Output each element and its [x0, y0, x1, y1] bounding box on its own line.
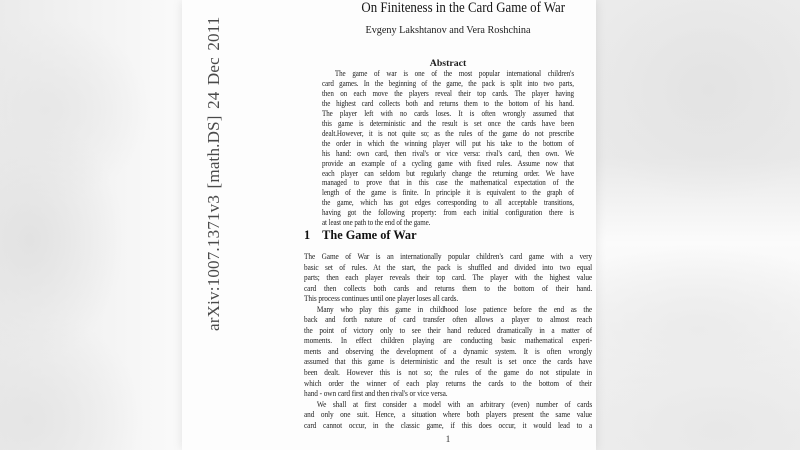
paper-authors: Evgeny Lakshtanov and Vera Roshchina	[365, 25, 531, 36]
arxiv-stamp: arXiv:1007.1371v3 [math.DS] 24 Dec 2011	[204, 16, 223, 331]
text-line: card then collects both cards and returns them to the bottom of their hand.	[304, 282, 593, 293]
text-line: The Game of War is an internationally popular children's card game with a very	[304, 251, 593, 261]
text-line: each player can seldom but regularly change the returning order. We have	[322, 168, 574, 178]
section-number: 1	[304, 228, 311, 242]
text-line: card games. In the beginning of the game, the pack is split into two parts,	[322, 78, 574, 88]
text-line: the highest card collects both and returns them to the bottom of his hand.	[322, 98, 574, 108]
text-line: dealt.However, it is not quite so; as the rules of the game do not prescribe	[322, 128, 574, 138]
text-line: The player left with no cards loses. It is often wrongly assumed that	[322, 108, 574, 118]
text-line: provide an example of a cycling game with fixed rules. Assume now that	[322, 158, 574, 168]
text-line: managed to prove that in this case the mathematical expectation of the	[322, 178, 574, 188]
blurred-backdrop-right	[596, 0, 800, 450]
text-line: ments and observing the development of a dynamic system. It is often wrongly	[304, 345, 593, 356]
text-line: moments. In effect children playing are conducting basic mathematical experi-	[304, 335, 593, 346]
pdf-page	[182, 0, 596, 450]
text-line: been dealt. However this is not so; the rules of the game do not stipulate in	[304, 367, 593, 378]
page-number: 1	[445, 435, 451, 445]
section-body-text	[304, 251, 592, 430]
text-line: at least one path to the end of the game.	[322, 218, 431, 228]
paper-title: On Finiteness in the Card Game of War	[361, 0, 566, 16]
text-line: having got the following property: from each initial configuration there is	[322, 208, 574, 218]
text-line: back and forth nature of card transfer often allows a player to almost reach	[304, 314, 593, 325]
text-line: his hand: own card, then rival's or vice versa: rival's card, then own. We	[322, 148, 574, 158]
text-line: parts; then each player reveals their top card. The player with the highest value	[304, 272, 593, 283]
text-line: the order in which the winning player will put his take to the bottom of	[322, 138, 574, 148]
text-line: the point of victory only to see their hand reduced dramatically in a matter of	[304, 324, 593, 335]
text-line: assumed that this game is deterministic and the result is set once the cards have	[304, 356, 593, 367]
text-line: Many who play this game in childhood lose patience before the end as the	[316, 303, 593, 314]
text-line: this game is deterministic and the result is set once the cards have been	[322, 118, 574, 128]
text-line: We shall at first consider a model with an arbitrary (even) number of cards	[316, 398, 593, 409]
section-title: The Game of War	[322, 228, 417, 242]
abstract-heading: Abstract	[429, 58, 467, 69]
section-heading	[304, 228, 417, 243]
text-line: the game, which has got edges corresponding to all acceptable transitions,	[322, 198, 574, 208]
text-line: which order the winner of each play returns the cards to the bottom of their	[304, 377, 593, 388]
text-line: and only one suit. Hence, a situation where both players present the same value	[304, 409, 593, 420]
text-line: card cannot occur, in the classic game, if this does occur, it would lead to a	[304, 419, 593, 430]
text-line: length of the game is finite. In principle it is equivalent to the graph of	[322, 188, 574, 198]
blurred-backdrop-left	[0, 0, 182, 450]
text-line: The game of war is one of the most popular international children's	[334, 69, 574, 78]
abstract-text	[322, 69, 574, 228]
text-line: basic set of rules. At the start, the pack is shuffled and divided into two equal	[304, 261, 593, 272]
text-line: then on each move the players reveal their top cards. The player having	[322, 88, 574, 98]
text-line: This process continues until one player loses all cards.	[304, 293, 459, 304]
text-line: hand - own card first and then rival's or vice versa.	[304, 388, 448, 399]
